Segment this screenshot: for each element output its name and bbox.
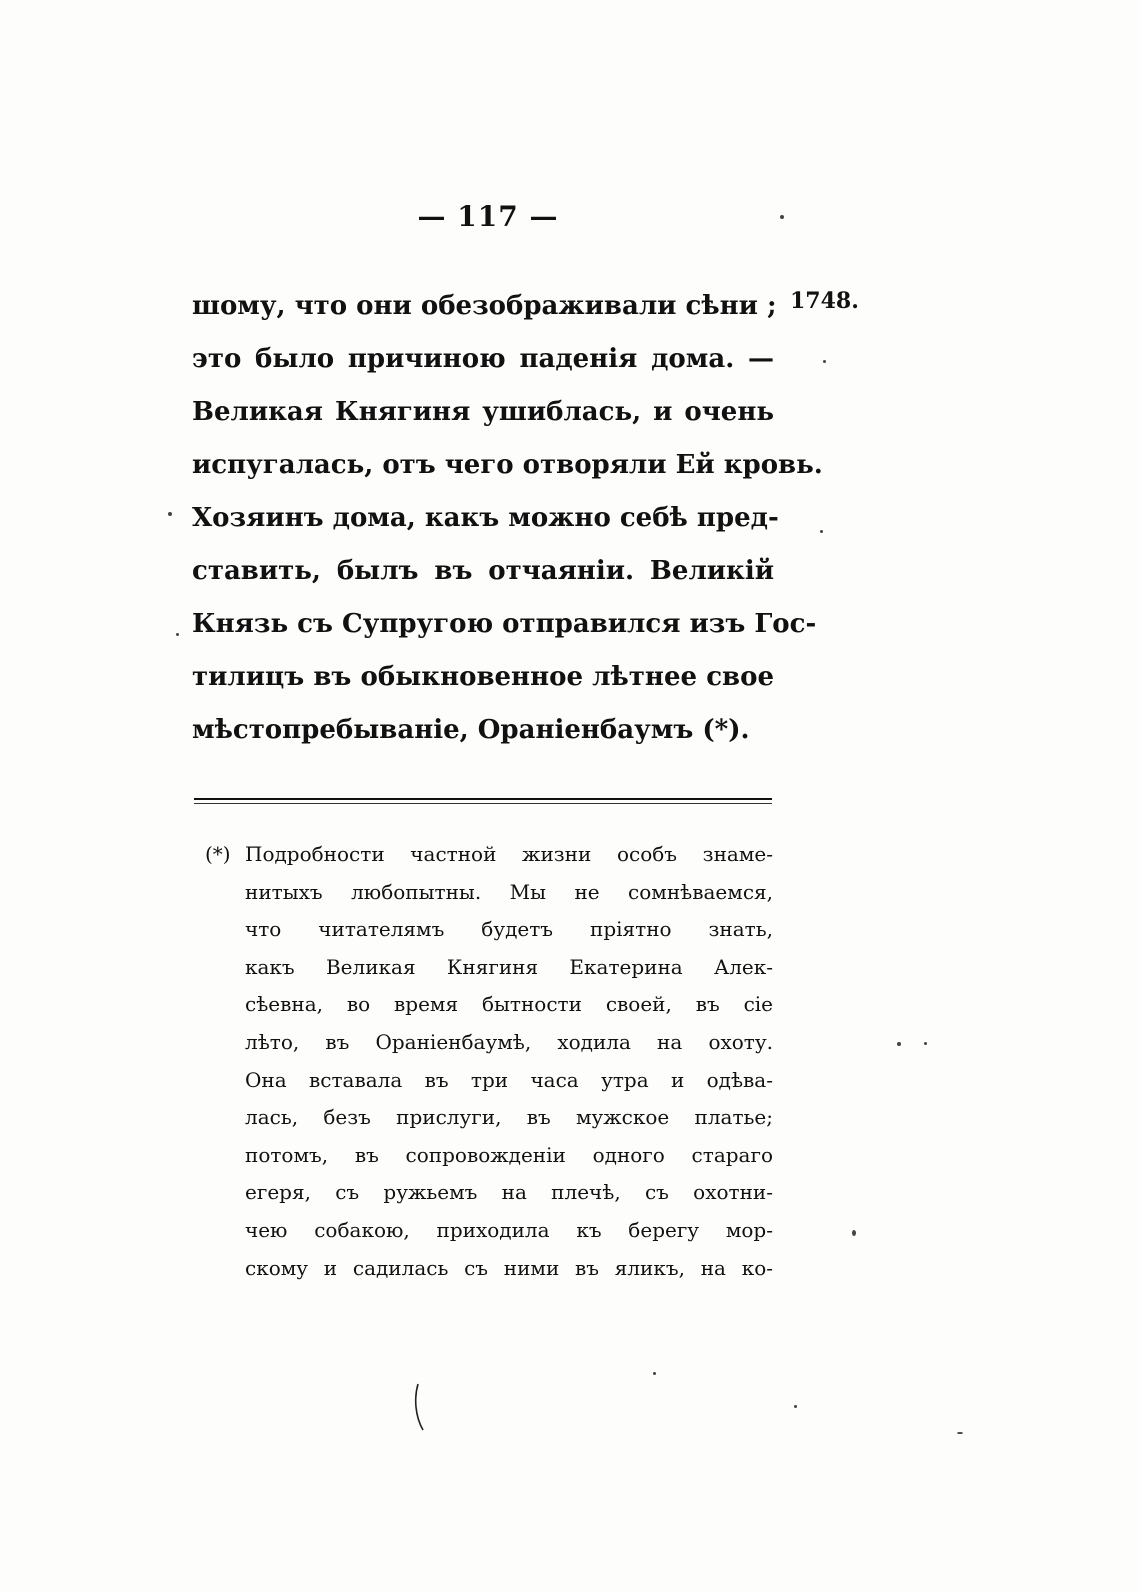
- scan-speck: [820, 530, 823, 533]
- footnote-line: какъ Великая Княгиня Екатерина Алек-: [245, 954, 773, 979]
- main-text-line: ставить, былъ въ отчаяніи. Великій: [192, 556, 774, 586]
- scan-pen-stroke: [412, 1382, 426, 1432]
- footnote-line: лѣто, въ Ораніенбаумѣ, ходила на охоту.: [245, 1029, 773, 1054]
- footnote-line: сѣевна, во время бытности своей, въ сіе: [245, 992, 773, 1017]
- footnote-line: скому и садилась съ ними въ яликъ, на ко-: [245, 1255, 773, 1280]
- main-text-line: Князь съ Супругою отправился изъ Гос-: [192, 609, 817, 639]
- footnote-line: нитыхъ любопытны. Мы не сомнѣваемся,: [245, 879, 773, 904]
- scan-speck: [780, 215, 784, 219]
- page-number: — 117 —: [417, 200, 559, 233]
- footnote-line: [205, 836, 773, 874]
- main-text-line: Хозяинъ дома, какъ можно себѣ пред-: [192, 503, 779, 533]
- scan-speck: [176, 633, 179, 636]
- main-text-line: это было причиною паденія дома. —: [192, 344, 774, 374]
- footnote-line: егеря, съ ружьемъ на плечѣ, съ охотни-: [245, 1180, 773, 1205]
- footnote-line-text: Подробности частной жизни особъ знаме-: [245, 842, 773, 866]
- scan-speck: [924, 1042, 927, 1045]
- main-text-line: Великая Княгиня ушиблась, и очень: [192, 397, 774, 427]
- margin-year-note: 1748.: [790, 288, 859, 314]
- main-text-line: шому, что они обезображивали сѣни ;: [192, 291, 777, 321]
- scan-speck: [957, 1432, 963, 1434]
- footnote-marker: (*): [205, 842, 231, 866]
- main-text-block: [192, 280, 823, 757]
- scan-speck: [897, 1042, 901, 1046]
- footnote-line: чею собакою, приходила къ берегу мор-: [245, 1217, 773, 1242]
- scan-speck: [823, 360, 826, 363]
- footnote-line: Она вставала въ три часа утра и одѣва-: [245, 1067, 773, 1092]
- footnote-separator-rule: [194, 798, 772, 800]
- footnote-separator-rule-thin: [194, 803, 772, 804]
- footnote-line: потомъ, въ сопровожденіи одного стараго: [245, 1142, 773, 1167]
- scan-speck: [852, 1230, 856, 1236]
- footnote-line: что читателямъ будетъ пріятно знать,: [245, 917, 773, 942]
- main-text-line: испугалась, отъ чего отворяли Ей кровь.: [192, 450, 823, 480]
- footnote-line: лась, безъ прислуги, въ мужское платье;: [245, 1105, 773, 1130]
- scan-speck: [653, 1372, 656, 1375]
- footnote-block: [205, 836, 773, 1287]
- scan-speck: [794, 1405, 797, 1408]
- scan-speck: [168, 512, 172, 516]
- main-text-line: мѣстопребываніе, Ораніенбаумъ (*).: [192, 715, 750, 745]
- main-text-line: тилицъ въ обыкновенное лѣтнее свое: [192, 662, 774, 692]
